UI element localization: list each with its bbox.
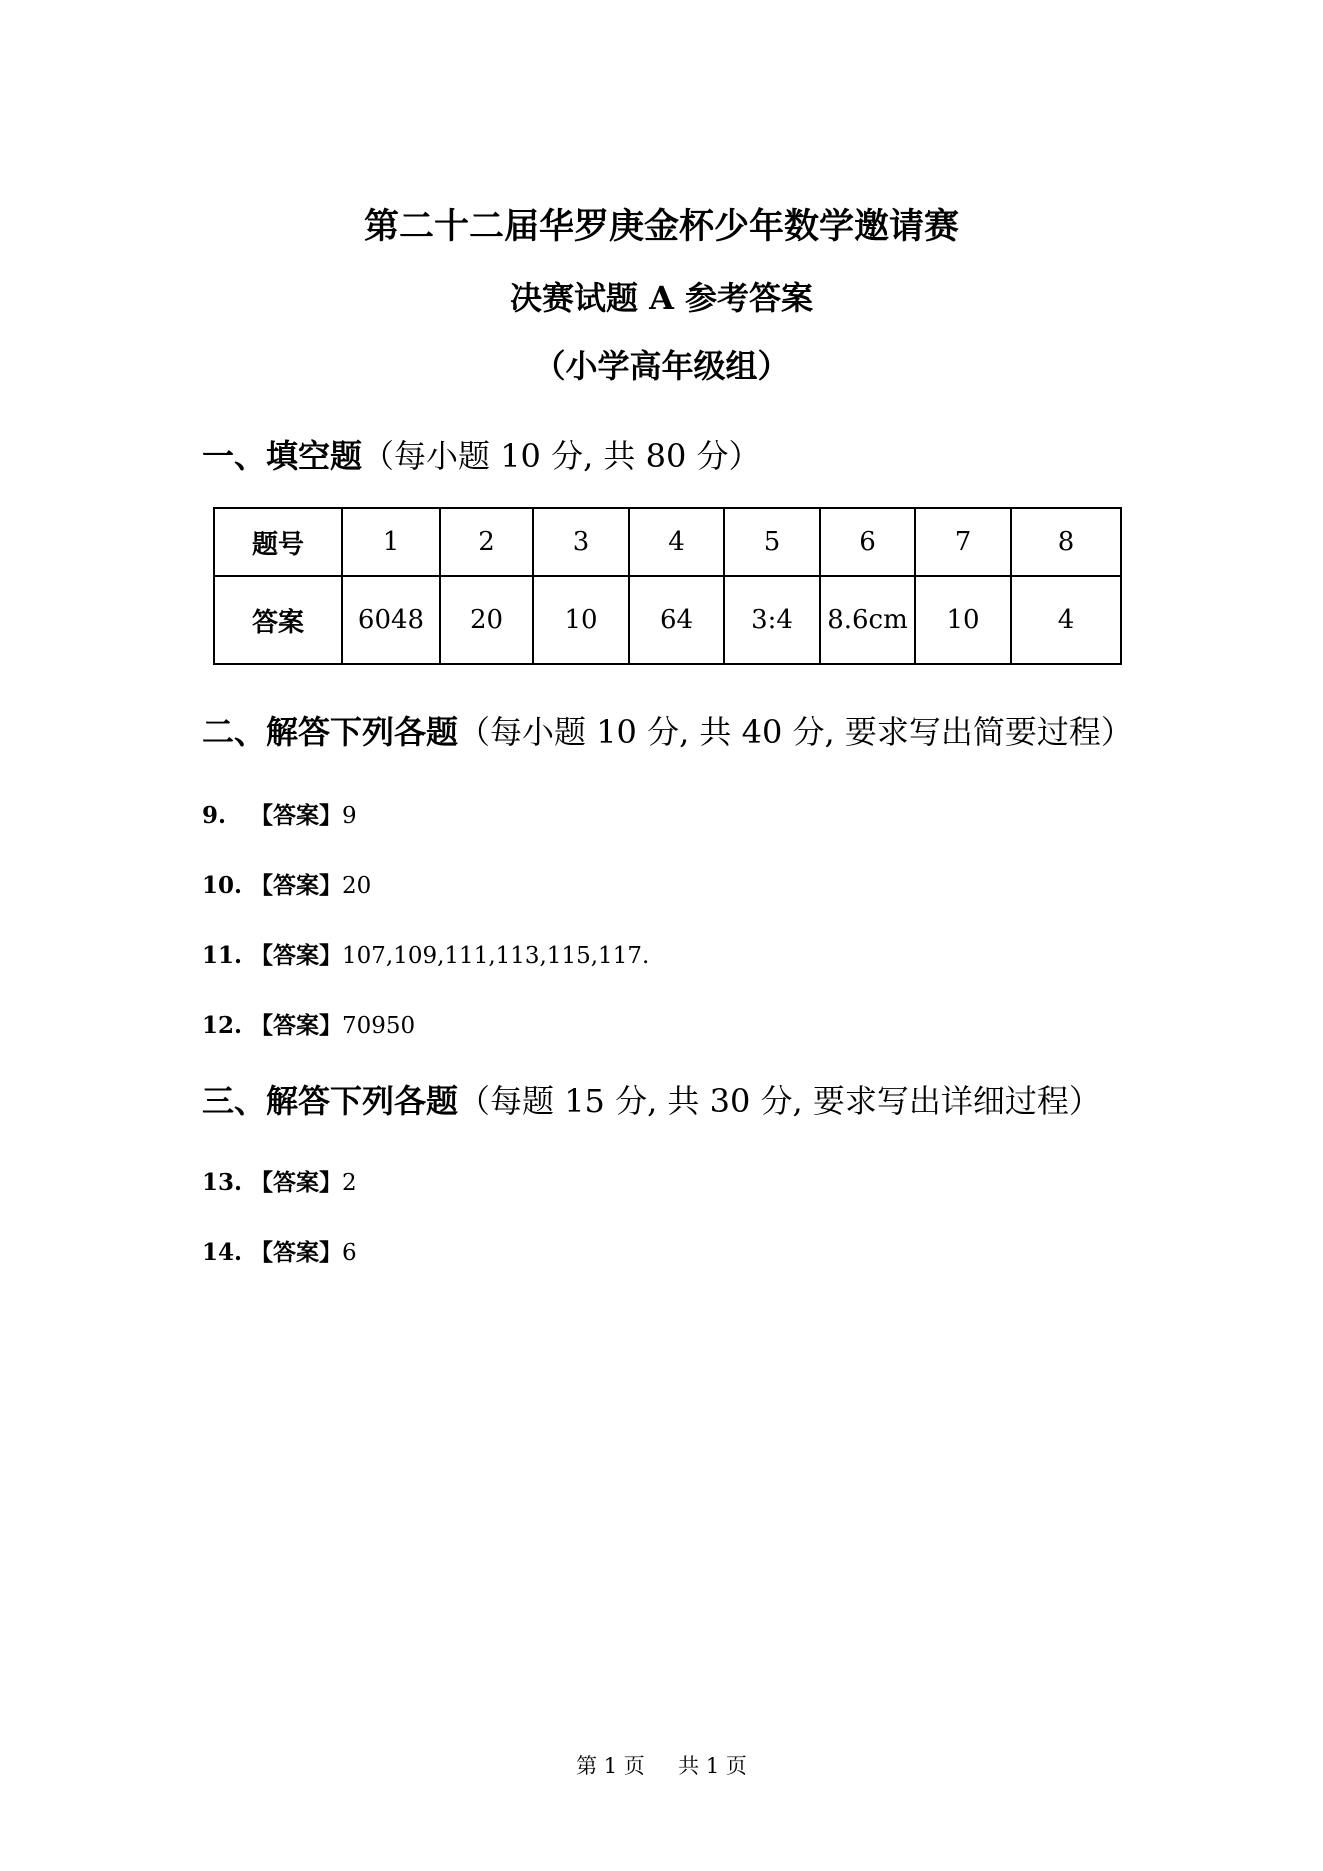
row-label-number: 题号 <box>214 508 342 576</box>
section-3-heading <box>202 1081 1101 1121</box>
answer-item <box>202 801 357 831</box>
row-label-answer: 答案 <box>214 576 342 664</box>
answer-item <box>202 1238 357 1268</box>
answer-value: 2 <box>342 1170 357 1196</box>
document-subtitle: 决赛试题 A 参考答案 <box>509 279 814 317</box>
answer-tag: 【答案】 <box>250 1012 342 1039</box>
answer-item <box>202 1168 357 1198</box>
answer-tag: 【答案】 <box>250 872 342 899</box>
answer-cell: 4 <box>1011 576 1121 664</box>
answer-value: 9 <box>342 803 357 829</box>
item-number: 9. <box>202 802 227 829</box>
answer-value: 107,109,111,113,115,117. <box>342 943 650 969</box>
section-3-title: 三、解答下列各题 <box>202 1082 459 1120</box>
answer-item <box>202 871 371 901</box>
question-number-cell: 8 <box>1011 508 1121 576</box>
item-number: 10. <box>202 872 243 899</box>
section-3-note: （每题 15 分, 共 30 分, 要求写出详细过程） <box>458 1082 1101 1120</box>
answer-cell: 20 <box>440 576 533 664</box>
answer-tag: 【答案】 <box>250 942 342 969</box>
question-number-cell: 3 <box>533 508 629 576</box>
question-number-cell: 1 <box>342 508 440 576</box>
item-number: 11. <box>202 942 243 969</box>
answer-tag: 【答案】 <box>250 802 342 829</box>
section-2-note: （每小题 10 分, 共 40 分, 要求写出简要过程） <box>458 713 1133 751</box>
answer-value: 20 <box>342 873 372 899</box>
answer-item <box>202 1011 415 1041</box>
answer-cell: 10 <box>533 576 629 664</box>
answer-tag: 【答案】 <box>250 1239 342 1266</box>
fill-in-answer-table <box>213 507 1122 665</box>
answer-value: 70950 <box>342 1013 416 1039</box>
answer-item <box>202 941 649 971</box>
document-group: （小学高年级组） <box>533 347 790 385</box>
question-number-cell: 4 <box>629 508 724 576</box>
section-2-title: 二、解答下列各题 <box>202 713 459 751</box>
answer-cell: 8.6cm <box>820 576 915 664</box>
section-2-heading <box>202 712 1133 752</box>
answer-tag: 【答案】 <box>250 1169 342 1196</box>
answer-cell: 6048 <box>342 576 440 664</box>
table-row-answers <box>214 576 1121 664</box>
question-number-cell: 6 <box>820 508 915 576</box>
item-number: 12. <box>202 1012 243 1039</box>
answer-value: 6 <box>342 1240 357 1266</box>
answer-cell: 64 <box>629 576 724 664</box>
page-footer: 第 1 页 共 1 页 <box>576 1754 747 1778</box>
section-1-heading <box>202 436 761 476</box>
question-number-cell: 5 <box>724 508 820 576</box>
question-number-cell: 7 <box>915 508 1011 576</box>
item-number: 14. <box>202 1239 243 1266</box>
table-row-numbers <box>214 508 1121 576</box>
item-number: 13. <box>202 1169 243 1196</box>
document-title: 第二十二届华罗庚金杯少年数学邀请赛 <box>363 206 959 247</box>
answer-cell: 3:4 <box>724 576 820 664</box>
answer-cell: 10 <box>915 576 1011 664</box>
question-number-cell: 2 <box>440 508 533 576</box>
section-1-note: （每小题 10 分, 共 80 分） <box>362 437 761 475</box>
section-1-title: 一、填空题 <box>202 437 363 475</box>
